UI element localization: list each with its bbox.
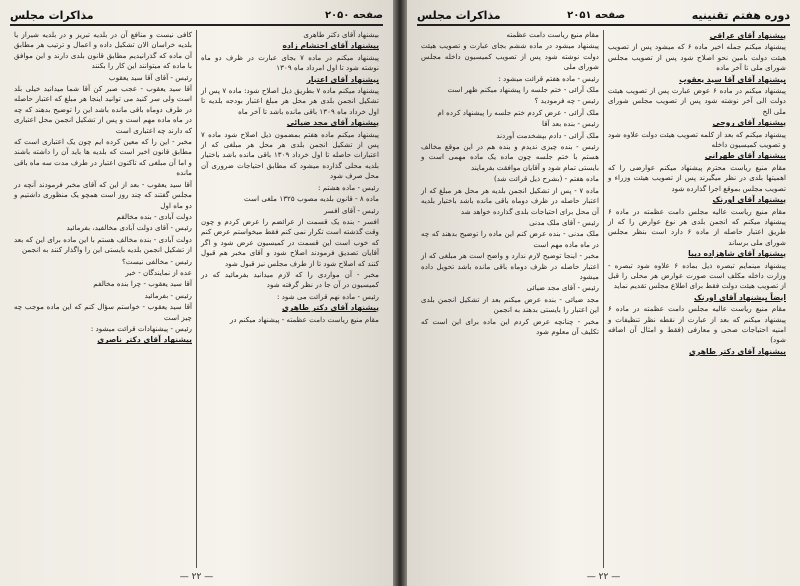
paragraph: رئیس - پیشنهادات قرائت میشود : <box>90 323 192 333</box>
paragraph: آقا سید یعقوب - چرا بنده مخالفم <box>93 279 192 289</box>
proposal-heading: پیشنهاد آقای اعتبار <box>306 74 379 84</box>
paragraph: رئیس - ماده هشتم : <box>318 182 379 192</box>
paragraph: دولت آبادی - بنده مخالف هستم با این ماده برای این که بعد از تشکیل انجمن بلدیه بایستی این را واگذار کنند به انجمن <box>14 234 192 255</box>
paragraph: رئیس - آقای دولت آبادی مخالفید، بفرمائید <box>66 223 192 233</box>
paragraph: مقام منیع ریاست دامت عظمته <box>506 30 599 39</box>
right-page <box>407 0 800 586</box>
left-page <box>0 0 393 586</box>
left-page-header <box>10 6 383 26</box>
paragraph: پیشنهاد میکنم ماده هفتم بمضمون ذیل اصلاح شود ماده ۷ پس از تشکیل انجمن بلدی هر محل هر مبلغی که از اعتبارات حاصله تا اول خرداد ۱۳۰۹ باقی مانده باشد باختیار بلدیه محلی گذارده میشود که مطابق احتیاجات ضروری آن محل صرف شود <box>201 129 379 181</box>
left-page-footer <box>0 572 393 582</box>
paragraph: پیشنهاد مینمایم تبصره ذیل بماده ۶ علاوه شود تبصره - وزارت داخله مکلف است صورت عوارض هر محلی را قبل از تصویب هیئت دولت فقط برای اطلاع مجلس تقدیم نماید <box>608 260 786 291</box>
paragraph: ماده ۷ - پس از تشکیل انجمن بلدیه هر محل هر مبلغ که از اعتبار حاصله در ظرف دوماه باقی مانده باشد باختیار بلدیه آن محل برای احتیاجات بلدی گذارده خواهد شد <box>421 185 599 216</box>
paragraph: مقام منیع ریاست عالیه مجلس دامت عظمته در ماده ۶ پیشنهاد میکنم که انجمن بلدی هر نوع عوارض را که از طریق اعتبار حاصله از ماده ۶ دارد است بنظر مجلس شورای ملی برساند <box>608 206 786 247</box>
paragraph: رئیس - ماده هفتم قرائت میشود : <box>498 73 599 83</box>
proposal-heading: پیشنهاد آقای آقا سید یعقوب <box>679 74 786 84</box>
proposal-heading: پیشنهاد آقای شاهزاده دیبا <box>688 249 786 259</box>
right-page-number: صفحه ۲۰۵۱ <box>567 9 626 21</box>
paragraph: ملک آرائی - عرض کردم ختم جلسه را پیشنهاد کرده ام <box>437 107 599 117</box>
proposal-heading: پیشنهاد آقای دکتر ناصری <box>97 335 192 345</box>
paragraph: افسر - بنده یک قسمت از عرائضم را عرض کردم و چون وقت گذشته است تکرار نمی کنم فقط میخواستم عرض کنم که خوب است این قسمت در کمیسیون عرض شود و اگر آقایان تصدیق فرمودند اصلاح شود و آقای مخبر هم قبول کنند که اصلاح شود تا از طرف مجلس نیز قبول شود <box>201 216 379 268</box>
paragraph: مقام منیع ریاست دامت عظمته - پیشنهاد میکنم در <box>229 314 379 324</box>
paragraph: پیشنهاد میشود در ماده ششم بجای عبارت و تصویب هیئت دولت نوشته شود پس از تصویب کمیسیون داخله مجلس شورای ملی <box>421 41 599 72</box>
paragraph: رئیس - آقای آقا سید یعقوب <box>108 72 192 82</box>
paragraph: ملک آرائی - دادم بپشخدمت آوردند <box>496 130 599 140</box>
proposal-heading: پیشنهاد آقای اورنک <box>712 195 786 205</box>
proposal-heading: پیشنهاد آقای روحی <box>712 118 786 128</box>
left-page-number: صفحه ۲۰۵۰ <box>324 9 383 21</box>
paragraph: پیشنهاد میکنم که بعد از کلمه تصویب هیئت دولت علاوه شود و تصویب کمیسیون داخله <box>608 129 786 150</box>
proposal-heading: پیشنهاد آقای مجد ضیائی <box>286 118 379 128</box>
paragraph: مقام منیع ریاست عالیه مجلس دامت عظمته در ماده ۶ پیشنهاد میکنم که بعد از عبارت از نقطه نظر تنظیفات و امنیه احتیاجات صحی و معارفی (فقط و امثال آن اضافه شود) <box>608 304 786 345</box>
proposal-heading: پیشنهاد آقای احتشام زاده <box>282 41 379 51</box>
book-gutter <box>393 0 407 586</box>
right-page-footer-number: — ۲۲ — <box>586 572 621 582</box>
proposal-heading: ایضاً پیشنهاد آقای اورنک <box>694 292 786 302</box>
paragraph: رئیس - بنده بعد آقا <box>542 119 599 129</box>
paragraph: رئیس - آقای ملک مدنی <box>529 217 599 227</box>
paragraph: بیشنهاد آقای دکتر طاهری <box>303 30 379 39</box>
right-page-running-title: مذاکرات مجلس <box>417 8 501 22</box>
right-page-volume-title: دوره هفتم تقنینیه <box>691 8 790 22</box>
paragraph: پیشنهاد میکنم در ماده ۶ عوض عبارت پس از تصویب هیئت دولت الی آخر نوشته شود پس از تصویب مجلس شورای ملی الخ <box>608 86 786 116</box>
paragraph: عده از نمایندگان - خیر <box>125 267 192 277</box>
paragraph: رئیس - مخالفی نیست؟ <box>121 256 192 266</box>
paragraph: رئیس - آقای افسر <box>323 205 379 215</box>
right-page-column-left <box>417 30 604 568</box>
paragraph: رئیس - ماده نهم قرائت می شود : <box>277 291 379 301</box>
left-page-columns <box>10 30 383 568</box>
paragraph: رئیس - آقای مجد ضیائی <box>526 283 599 293</box>
paragraph: مخبر - این را که معین کرده ایم چون یک اعتباری است که مطابق قانون اخیر است که بلدیه ها باید آن را داشته باشند و اما آن مبلغی که تاکنون اعتبار در طرف مدت سه ماه باقی مانده <box>14 137 192 178</box>
paragraph: پیشنهاد میکنم در ماده ۷ بجای عبارت در ظرف دو ماه نوشته شود تا اول امرداد ماه ۱۳۰۹ <box>201 52 379 73</box>
paragraph: مقام منیع ریاست محترم پیشنهاد میکنم عوارضی را که اهمیتها بلدی در نظر میگیرند پس از تصویب هیئت وزراء و تصویب مجلس بموقع اجرا گذارده شود <box>608 162 786 193</box>
paragraph: کافی نیست و منافع آن در بلدیه تبریز و در بلدیه شیراز یا بلدیه خراسان الان تشکیل داده و اعمال و ترتیب هر مطابق آن ماده که گذرانیدیم مطابق قانون بلدی دارند و این موافق با ماده که میتوانند این کار را بکنند <box>14 30 192 71</box>
right-page-column-right <box>604 30 790 568</box>
paragraph: آقا سید یعقوب - عجب صبر کن آقا شما میدانید خیلی بلد است ولی سر کنید می توانید اینجا هر مبلغ که اعتبار حاصله در طرف دوماه باقی مانده باشد این را توضیح بدهند که چه در ماه ماده مهم است و پس از تشکیل انجمن محل اعتباری که دارند چه اعتباری است <box>14 84 192 135</box>
right-page-columns <box>417 30 790 568</box>
paragraph: ملک مدنی - بنده عرض کنم این ماده را توضیح بدهند که چه در ماه ماده مهم است <box>421 229 599 249</box>
right-page-header <box>417 6 790 26</box>
paragraph: رئیس - بنده چیزی ندیدم و بنده هم در این موقع مخالف هستم با ختم جلسه چون ماده یک ماده مهمی است و بایستی تمام شود و آقایان موافقت بفرمایند <box>421 142 599 172</box>
left-page-column-right <box>197 30 383 568</box>
paragraph: رئیس - بفرمائید <box>144 290 192 300</box>
left-page-column-left <box>10 30 197 568</box>
paragraph: دولت آبادی - بنده مخالفم <box>116 211 192 221</box>
paragraph: پیشنهاد میکنم جمله اخیر ماده ۶ که میشود پس از تصویب هیئت دولت بامین نحو اصلاح شود پس از تصویب مجلس شورای ملی تا آخر ماده <box>608 42 786 73</box>
proposal-heading: پیشنهاد آقای دکتر طاهری <box>689 346 786 356</box>
paragraph: پیشنهاد میکنم ماده ۷ بطریق ذیل اصلاح شود: ماده ۷ پس از تشکیل انجمن بلدی هر محل هر مبلغ اعتبار بودجه بلدیه تا اول خرداد ماه ۱۳۰۹ باقی مانده باشد تا آخر ماه <box>201 86 379 116</box>
proposal-heading: پیشنهاد آقای طهرانی <box>704 151 786 161</box>
left-page-footer-number: — ۲۲ — <box>179 572 214 582</box>
proposal-heading: پیشنهاد آقای دکتر طاهری <box>282 303 379 313</box>
paragraph: مخبر - اینجا توضیح لازم ندارد و واضح است هر مبلغی که از اعتبار حاصله در ظرف دوماه باقی مانده باشد تحویل داده میشود <box>421 251 599 281</box>
paragraph: ماده ۸ - قانون بلدیه مصوب ۱۳۲۵ ملغی است <box>243 194 379 204</box>
left-page-running-title: مذاکرات مجلس <box>10 8 94 22</box>
paragraph: مخبر - آن مواردی را که لازم میدانید بفرمائید که در کمیسیون در آن جا در نظر گرفته شود <box>201 269 379 290</box>
paragraph: آقا سید یعقوب - خواستم سؤال کنم که این ماده موجب چه چیز است <box>14 302 192 322</box>
paragraph: مخبر - چنانچه عرض کردم این ماده برای این است که تکلیف آن معلوم شود <box>421 316 599 336</box>
proposal-heading: پیشنهاد آقای عراقی <box>709 31 786 40</box>
paragraph: ماده هفتم - (بشرح ذیل قرائت شد) <box>493 174 599 184</box>
paragraph: رئیس - چه فرمودید ؟ <box>534 96 599 106</box>
right-page-footer <box>407 572 800 582</box>
paragraph: ملک آرائی - ختم جلسه را پیشنهاد میکنم ظهر است <box>447 85 599 95</box>
paragraph: آقا سید یعقوب - بعد از این که آقای مخبر فرمودند آنچه در مجلس گفتند که چند روز است همچو یک منظوری داشتیم و دو ماه اول <box>14 179 192 210</box>
paragraph: مجد ضیائی - بنده عرض میکنم بعد از تشکیل انجمن بلدی این اعتبار را بایستی بدهند به انجمن <box>421 294 599 315</box>
